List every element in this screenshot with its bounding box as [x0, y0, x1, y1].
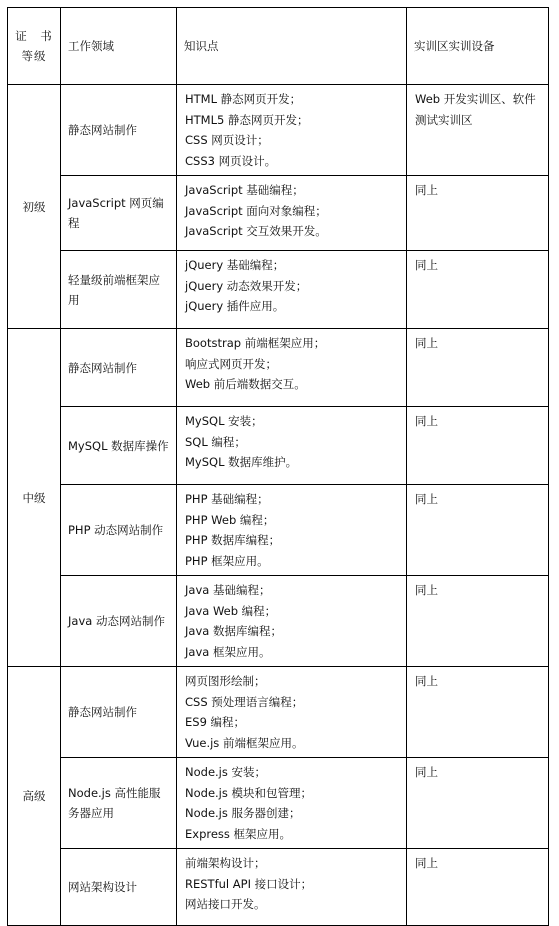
equipment-cell: Web 开发实训区、软件测试实训区	[407, 85, 549, 176]
table-row	[8, 407, 549, 485]
knowledge-points-cell	[177, 85, 407, 176]
knowledge-point: PHP 基础编程；	[185, 492, 269, 506]
knowledge-point: 响应式网页开发；	[185, 356, 277, 371]
knowledge-points-cell	[177, 407, 407, 485]
equipment-cell: 同上	[407, 329, 549, 407]
level-cell-intermediate: 中级	[8, 329, 61, 667]
knowledge-point: Node.js 安装；	[185, 765, 267, 779]
work-area-cell: MySQL 数据库操作	[61, 407, 177, 485]
level-cell-advanced: 高级	[8, 667, 61, 926]
knowledge-points-cell	[177, 251, 407, 329]
equipment-cell: 同上	[407, 758, 549, 849]
knowledge-point: jQuery 动态效果开发；	[185, 278, 308, 293]
knowledge-point: jQuery 插件应用。	[185, 299, 285, 313]
knowledge-point: 网页图形绘制；	[185, 674, 266, 688]
knowledge-point: Vue.js 前端框架应用。	[185, 735, 304, 750]
work-area-cell: JavaScript 网页编程	[61, 176, 177, 251]
knowledge-points-cell	[177, 176, 407, 251]
certificate-skills-table	[7, 7, 549, 926]
knowledge-point: HTML5 静态网页开发；	[185, 112, 309, 127]
knowledge-point: HTML 静态网页开发；	[185, 92, 302, 106]
knowledge-point: Node.js 服务器创建；	[185, 806, 301, 820]
knowledge-point: Web 前后端数据交互。	[185, 377, 306, 391]
knowledge-point: Express 框架应用。	[185, 826, 292, 841]
knowledge-point: Java 框架应用。	[185, 644, 271, 659]
table-row	[8, 667, 549, 758]
table-row	[8, 849, 549, 926]
work-area-cell: 静态网站制作	[61, 85, 177, 176]
work-area-cell: 静态网站制作	[61, 667, 177, 758]
table-row	[8, 85, 549, 176]
knowledge-point: Bootstrap 前端框架应用；	[185, 336, 326, 350]
work-area-cell: Java 动态网站制作	[61, 576, 177, 667]
table-row	[8, 485, 549, 576]
header-certificate-level: 证 书等级	[8, 8, 61, 85]
work-area-cell: Node.js 高性能服务器应用	[61, 758, 177, 849]
header-training-equipment: 实训区实训设备	[407, 8, 549, 85]
knowledge-point: JavaScript 面向对象编程；	[185, 203, 327, 218]
knowledge-point: MySQL 安装；	[185, 414, 263, 428]
table-row	[8, 329, 549, 407]
work-area-cell: 轻量级前端框架应用	[61, 251, 177, 329]
knowledge-point: RESTful API 接口设计；	[185, 876, 313, 891]
knowledge-point: CSS3 网页设计。	[185, 153, 277, 168]
knowledge-points-cell	[177, 576, 407, 667]
knowledge-point: jQuery 基础编程；	[185, 258, 285, 272]
work-area-cell: 网站架构设计	[61, 849, 177, 926]
header-knowledge-points: 知识点	[177, 8, 407, 85]
knowledge-point: JavaScript 交互效果开发。	[185, 224, 327, 238]
knowledge-points-cell	[177, 849, 407, 926]
equipment-cell: 同上	[407, 485, 549, 576]
knowledge-point: JavaScript 基础编程；	[185, 183, 304, 197]
knowledge-point: PHP Web 编程；	[185, 512, 275, 527]
level-cell-junior: 初级	[8, 85, 61, 329]
work-area-cell: 静态网站制作	[61, 329, 177, 407]
header-row	[8, 8, 549, 85]
table-row	[8, 176, 549, 251]
work-area-cell: PHP 动态网站制作	[61, 485, 177, 576]
knowledge-point: PHP 数据库编程；	[185, 533, 281, 547]
knowledge-point: ES9 编程；	[185, 715, 246, 729]
knowledge-point: 前端架构设计；	[185, 856, 266, 870]
knowledge-point: Java Web 编程；	[185, 603, 277, 618]
table-row	[8, 251, 549, 329]
knowledge-points-cell	[177, 485, 407, 576]
equipment-cell: 同上	[407, 849, 549, 926]
knowledge-points-cell	[177, 758, 407, 849]
knowledge-points-cell	[177, 667, 407, 758]
knowledge-point: Java 数据库编程；	[185, 624, 282, 638]
knowledge-point: 网站接口开发。	[185, 897, 266, 911]
equipment-cell: 同上	[407, 667, 549, 758]
knowledge-point: PHP 框架应用。	[185, 553, 269, 568]
equipment-cell: 同上	[407, 251, 549, 329]
knowledge-point: SQL 编程；	[185, 434, 246, 449]
header-work-area: 工作领域	[61, 8, 177, 85]
equipment-cell: 同上	[407, 176, 549, 251]
knowledge-point: CSS 网页设计；	[185, 133, 269, 147]
knowledge-points-cell	[177, 329, 407, 407]
equipment-cell: 同上	[407, 576, 549, 667]
table-row	[8, 576, 549, 667]
knowledge-point: Node.js 模块和包管理；	[185, 785, 313, 800]
knowledge-point: CSS 预处理语言编程；	[185, 694, 304, 709]
equipment-cell: 同上	[407, 407, 549, 485]
knowledge-point: Java 基础编程；	[185, 583, 271, 597]
knowledge-point: MySQL 数据库维护。	[185, 455, 298, 469]
table-row	[8, 758, 549, 849]
